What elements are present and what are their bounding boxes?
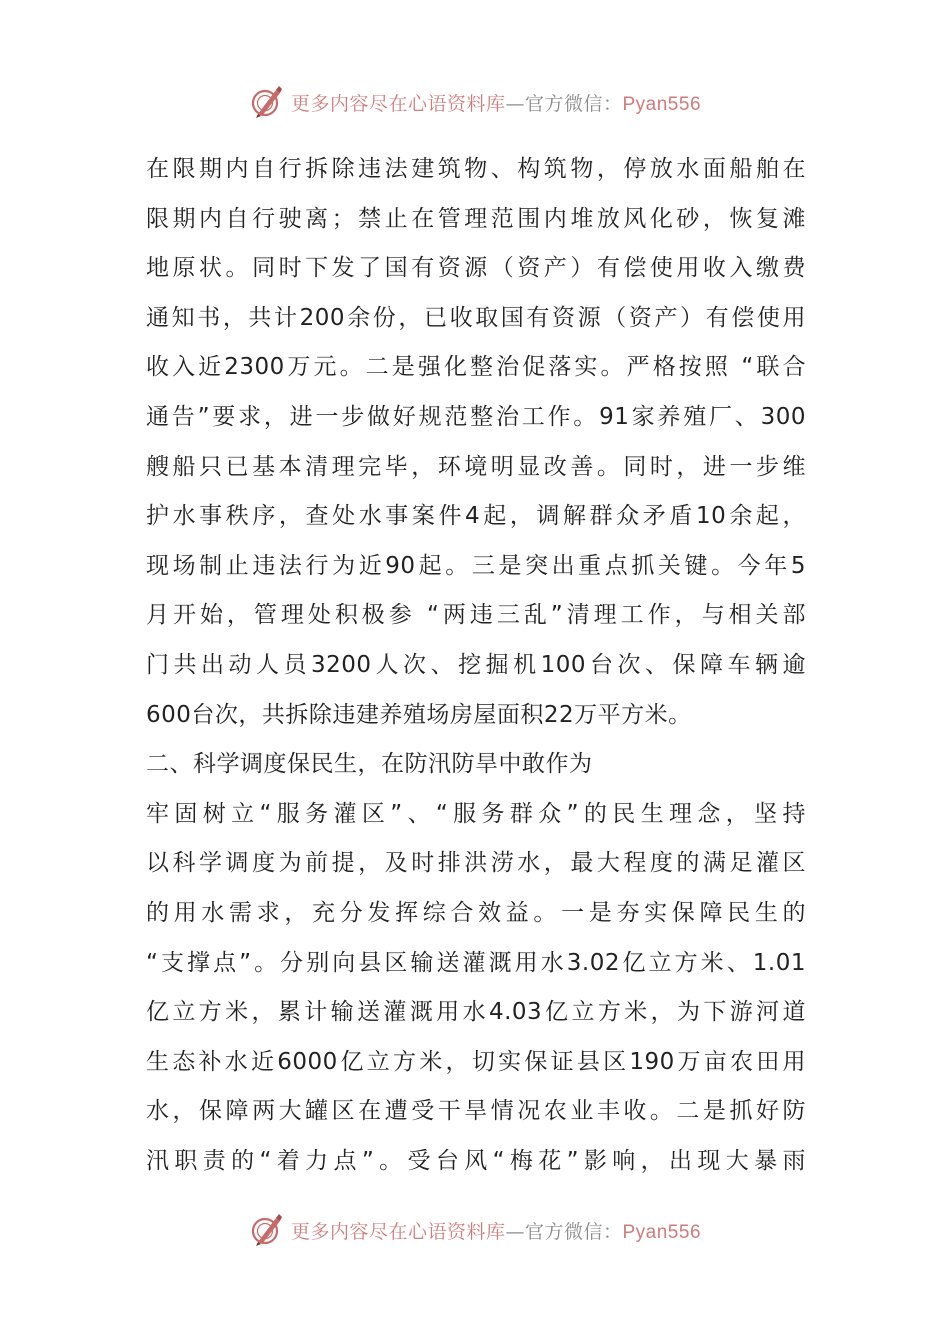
watermark-text (291, 89, 701, 116)
text-line-4: 通知书，共计200余份，已收取国有资源（资产）有偿使用 (146, 304, 806, 331)
watermark-separator: — (505, 92, 525, 115)
text-line-10: 月开始，管理处积极参 “两违三乱”清理工作，与相关部 (146, 602, 806, 629)
watermark-brand: 更多内容尽在心语资料库 (290, 92, 506, 115)
text-line-3: 地原状。同时下发了国有资源（资产）有偿使用收入缴费 (146, 255, 806, 282)
pen-seal-icon (249, 1212, 285, 1248)
text-line-7: 艘船只已基本清理完毕，环境明显改善。同时，进一步维 (146, 453, 806, 480)
text-line-20: 水，保障两大罐区在遭受干旱情况农业丰收。二是抓好防 (146, 1098, 806, 1125)
text-line-19: 生态补水近6000亿立方米，切实保证县区190万亩农田用 (146, 1048, 806, 1075)
document-body (146, 145, 806, 1186)
text-line-17: “支撑点”。分别向县区输送灌溉用水3.02亿立方米、1.01 (146, 949, 806, 976)
watermark-brand: 更多内容尽在心语资料库 (290, 1220, 506, 1243)
text-line-6: 通告”要求，进一步做好规范整治工作。91家养殖厂、300 (146, 403, 806, 430)
text-line-8: 护水事秩序，查处水事案件4起，调解群众矛盾10余起， (146, 503, 806, 530)
text-line-9: 现场制止违法行为近90起。三是突出重点抓关键。今年5 (146, 552, 806, 579)
text-line-12: 600台次，共拆除违建养殖场房屋面积22万平方米。 (146, 701, 692, 728)
footer-watermark (0, 1210, 950, 1250)
watermark-label: 官方微信： (524, 92, 623, 115)
text-line-15: 以科学调度为前提，及时排洪涝水，最大程度的满足灌区 (146, 850, 806, 877)
watermark-id: Pyan556 (622, 1221, 702, 1243)
pen-seal-icon (249, 84, 285, 120)
text-line-1: 在限期内自行拆除违法建筑物、构筑物，停放水面船舶在 (146, 156, 806, 182)
text-line-14: 牢固树立“服务灌区”、“服务群众”的民生理念，坚持 (146, 800, 806, 827)
watermark-separator: — (505, 1220, 525, 1243)
text-line-18: 亿立方米，累计输送灌溉用水4.03亿立方米，为下游河道 (146, 999, 806, 1026)
text-line-21: 汛职责的“着力点”。受台风“梅花”影响，出现大暴雨 (146, 1147, 806, 1174)
watermark-text (291, 1217, 701, 1244)
header-watermark (0, 82, 950, 122)
text-line-5: 收入近2300万元。二是强化整治促落实。严格按照 “联合 (146, 354, 806, 381)
text-line-11: 门共出动人员3200人次、挖掘机100台次、保障车辆逾 (146, 651, 806, 678)
watermark-id: Pyan556 (622, 93, 702, 115)
section-heading: 二、科学调度保民生，在防汛防旱中敢作为 (146, 751, 593, 778)
text-line-2: 限期内自行驶离；禁止在管理范围内堆放风化砂，恢复滩 (146, 205, 806, 232)
text-line-16: 的用水需求，充分发挥综合效益。一是夯实保障民生的 (146, 899, 806, 926)
watermark-label: 官方微信： (524, 1220, 623, 1243)
